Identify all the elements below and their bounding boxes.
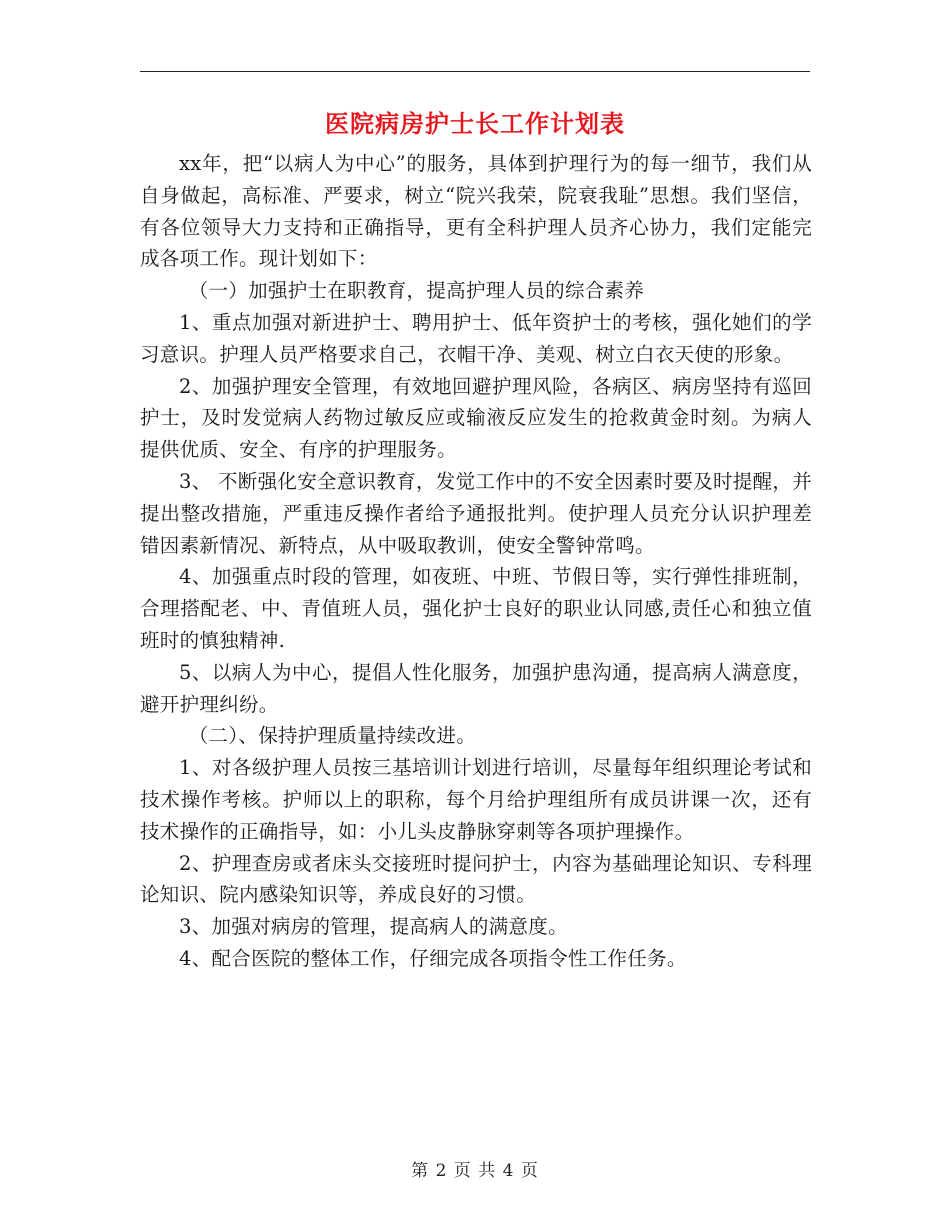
document-title: 医院病房护士长工作计划表 bbox=[325, 109, 625, 138]
header-rule bbox=[140, 71, 810, 72]
list-item: 4、加强重点时段的管理，如夜班、中班、节假日等，实行弹性排班制，合理搭配老、中、青值班人员，强化护士良好的职业认同感,责任心和独立值班时的慎独精神. bbox=[140, 565, 812, 652]
list-item: 2、加强护理安全管理，有效地回避护理风险，各病区、病房坚持有巡回护士，及时发觉病人药物过敏反应或输液反应发生的抢救黄金时刻。为病人提供优质、安全、有序的护理服务。 bbox=[140, 374, 812, 462]
page-number-footer: 第 2 页 共 4 页 bbox=[411, 1161, 539, 1181]
list-item: 4、配合医院的整体工作，仔细完成各项指令性工作任务。 bbox=[179, 946, 687, 970]
section-heading-2: （二）、保持护理质量持续改进。 bbox=[188, 724, 477, 748]
list-item: 3、加强对病房的管理，提高病人的满意度。 bbox=[179, 915, 568, 939]
section-heading-1: （一）加强护士在职教育，提高护理人员的综合素养 bbox=[188, 279, 645, 303]
document-body bbox=[140, 148, 812, 975]
intro-paragraph: xx年，把“以病人为中心”的服务，具体到护理行为的每一细节，我们从自身做起，高标准、严要求，树立“院兴我荣，院衰我耻”思想。我们坚信，有各位领导大力支持和正确指导，更有全科护理人员齐心协力，我们定能完成各项工作。现计划如下： bbox=[140, 152, 812, 271]
list-item: 3、 不断强化安全意识教育，发觉工作中的不安全因素时要及时提醒，并提出整改措施，严重违反操作者给予通报批判。使护理人员充分认识护理差错因素新情况、新特点，从中吸取教训，使安全警钟常鸣。 bbox=[140, 469, 813, 557]
list-item: 2、护理查房或者床头交接班时提问护士，内容为基础理论知识、专科理论知识、院内感染知识等，养成良好的习惯。 bbox=[140, 851, 812, 907]
list-item: 1、重点加强对新进护士、聘用护士、低年资护士的考核，强化她们的学习意识。护理人员严格要求自己，衣帽干净、美观、树立白衣天使的形象。 bbox=[140, 310, 812, 366]
list-item: 1、对各级护理人员按三基培训计划进行培训，尽量每年组织理论考试和技术操作考核。护师以上的职称，每个月给护理组所有成员讲课一次，还有技术操作的正确指导，如：小儿头皮静脉穿刺等各项护理操作。 bbox=[140, 756, 812, 843]
list-item: 5、以病人为中心，提倡人性化服务，加强护患沟通，提高病人满意度，避开护理纠纷。 bbox=[140, 660, 812, 716]
